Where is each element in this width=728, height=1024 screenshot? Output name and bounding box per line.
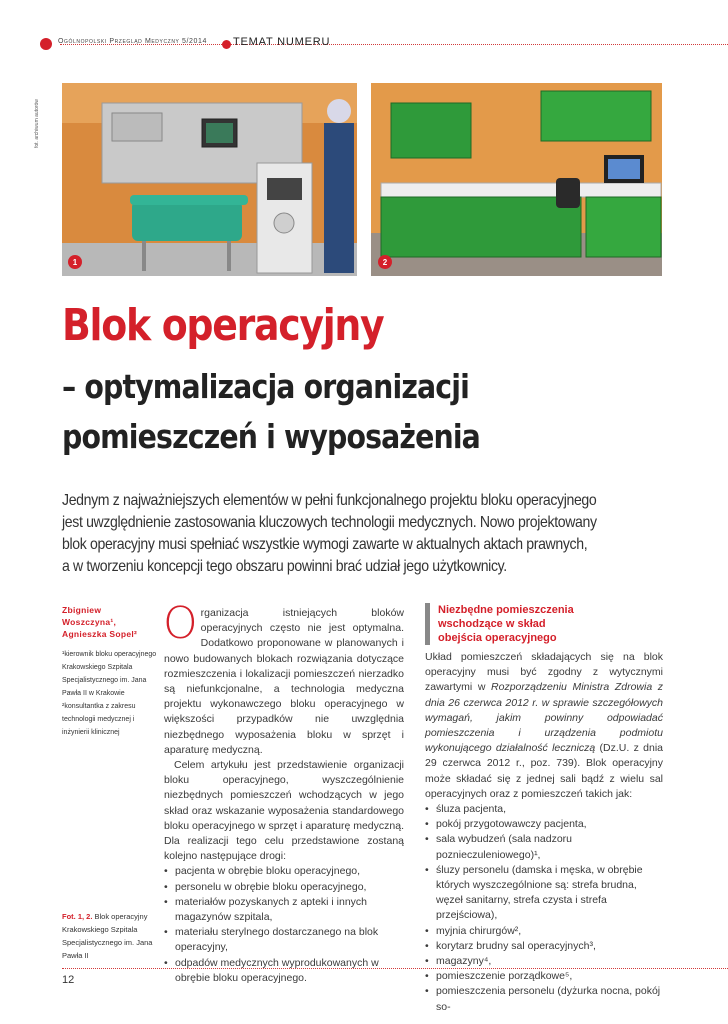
list-item: • odpadów medycznych wyprodukowanych w obrębie bloku operacyjnego. — [164, 956, 404, 986]
list-item: • pomieszczenia personelu (dyżurka nocna, pokój so- — [425, 984, 663, 1014]
photo-1-badge: 1 — [68, 255, 82, 269]
list-item: • sala wybudzeń (sala nadzoru poznieczuleniowego)¹, — [425, 832, 663, 862]
journal-name: Ogólnopolski Przegląd Medyczny 5/2014 — [58, 38, 208, 45]
author-first-name: Zbigniew — [62, 605, 102, 615]
list-item: • materiału sterylnego dostarczanego na blok operacyjny, — [164, 925, 404, 955]
photo-preparation-room — [371, 83, 662, 276]
list-item: • magazyny⁴, — [425, 954, 663, 969]
photo-credit: fot. archiwum autorów — [34, 99, 40, 148]
caption-label: Fot. 1, 2. — [62, 912, 93, 921]
section-heading-line: wschodzące w skład — [438, 618, 546, 630]
body-column-right — [425, 650, 663, 1015]
header-dot-left — [40, 38, 52, 50]
section-heading-line: obejścia operacyjnego — [438, 632, 557, 644]
body-column-middle — [163, 598, 404, 986]
author-surname: Woszczyna¹, — [62, 617, 117, 627]
affiliations — [62, 648, 157, 739]
section-topic: TEMAT NUMERU — [233, 36, 331, 48]
operating-room-illustration — [62, 83, 357, 276]
article-subtitle — [62, 362, 480, 462]
photo-caption — [62, 910, 157, 962]
requirements-paragraph — [425, 650, 663, 802]
rooms-list — [425, 802, 663, 1015]
page-number: 12 — [62, 974, 75, 986]
photo-operating-room — [62, 83, 357, 276]
lead-line: jest uwzględnienie zastosowania kluczowych technologii medycznych. Nowo projektowany — [62, 514, 597, 531]
intro-text: rganizacja istniejących bloków operacyjnych często nie jest optymalna. Dodatkowo proponowane w planowanych i nowo budowanych blokach rozwiązania dotyczące rozmieszczenia i lokalizacji pomieszczeń nierzadko są niefunkcjonalne, a technologia medyczna projektu wykonawczego bloku operacyjnego w większości przypadków nie uwzględnia niezbędnego wyposażenia bloku w sprzęt i aparaturę medyczną. — [164, 607, 404, 756]
list-item: • personelu w obrębie bloku operacyjnego, — [164, 880, 404, 895]
list-item: • śluza pacjenta, — [425, 802, 663, 817]
section-heading-line: Niezbędne pomieszczenia — [438, 604, 574, 616]
subtitle-line-1: – optymalizacja organizacji — [62, 367, 470, 406]
author-second: Agnieszka Sopel² — [62, 629, 138, 639]
drop-cap: O — [163, 598, 198, 649]
lead-paragraph — [62, 490, 662, 578]
footer-rule — [62, 968, 728, 969]
lead-line: Jednym z najważniejszych elementów w pełni funkcjonalnego projektu bloku operacyjnego — [62, 492, 597, 509]
paragraph-text: Układ pomieszczeń składających się na blok operacyjny musi być zgodny z wytycznymi zawartymi w — [425, 651, 663, 694]
subtitle-line-2: pomieszczeń i wyposażenia — [62, 417, 480, 456]
affiliation-2: ²konsultantka z zakresu technologii medycznej i inżynierii klinicznej — [62, 703, 136, 736]
preparation-room-illustration — [371, 83, 662, 276]
regulation-title: Rozporządzeniu Ministra Zdrowia z dnia 26 czerwca 2012 r. w sprawie szczegółowych wymagań, jakim powinny odpowiadać pomieszczenia i urządzenia podmiotu wykonującego działalność leczniczą — [425, 681, 663, 755]
caption-text: Blok operacyjny Krakowskiego Szpitala Specjalistycznego im. Jana Pawła II — [62, 912, 153, 960]
authors — [62, 604, 157, 640]
list-item: • korytarz brudny sal operacyjnych³, — [425, 939, 663, 954]
lead-line: a w tworzeniu koncepcji tego obszaru powinni brać udział jego użytkownicy. — [62, 558, 507, 575]
article-title: Blok operacyjny — [62, 300, 384, 351]
list-item: • śluzy personelu (damska i męska, w obrębie których wyszczególnione są: strefa brudna, węzeł sanitarny, strefa czysta i strefa przejściowa), — [425, 863, 663, 924]
list-item: • pomieszczenie porządkowe⁵, — [425, 969, 663, 984]
aim-paragraph: Celem artykułu jest przedstawienie organizacji bloku operacyjnego, wyszczególnienie niezbędnych pomieszczeń wchodzących w jego skład oraz wskazanie wyposażenia standardowego bloku operacyjnego w sprzęt i aparaturę medyczną. Dla realizacji tego celu przedstawione zostaną kolejno następujące drogi: — [164, 759, 404, 863]
affiliation-1: ¹kierownik bloku operacyjnego Krakowskiego Szpitala Specjalistycznego im. Jana Pawła II w Krakowie — [62, 651, 157, 697]
header-dot-right — [222, 40, 231, 49]
list-item: • myjnia chirurgów², — [425, 924, 663, 939]
list-item: • pacjenta w obrębie bloku operacyjnego, — [164, 864, 404, 879]
list-item: • pokój przygotowawczy pacjenta, — [425, 817, 663, 832]
photo-2-badge: 2 — [378, 255, 392, 269]
lead-line: blok operacyjny musi spełniać wszystkie wymogi zawarte w aktualnych aktach prawnych, — [62, 536, 588, 553]
section-heading — [425, 603, 678, 645]
intro-paragraph — [163, 598, 404, 758]
list-item: • materiałów pozyskanych z apteki i innych magazynów szpitala, — [164, 895, 404, 925]
paragraph-text: (Dz.U. z dnia 29 czerwca 2012 r., poz. 739). Blok operacyjny może składać się z jednej sali bądź z wielu sal operacyjnych oraz z pomieszczeń takich jak: — [425, 742, 663, 800]
